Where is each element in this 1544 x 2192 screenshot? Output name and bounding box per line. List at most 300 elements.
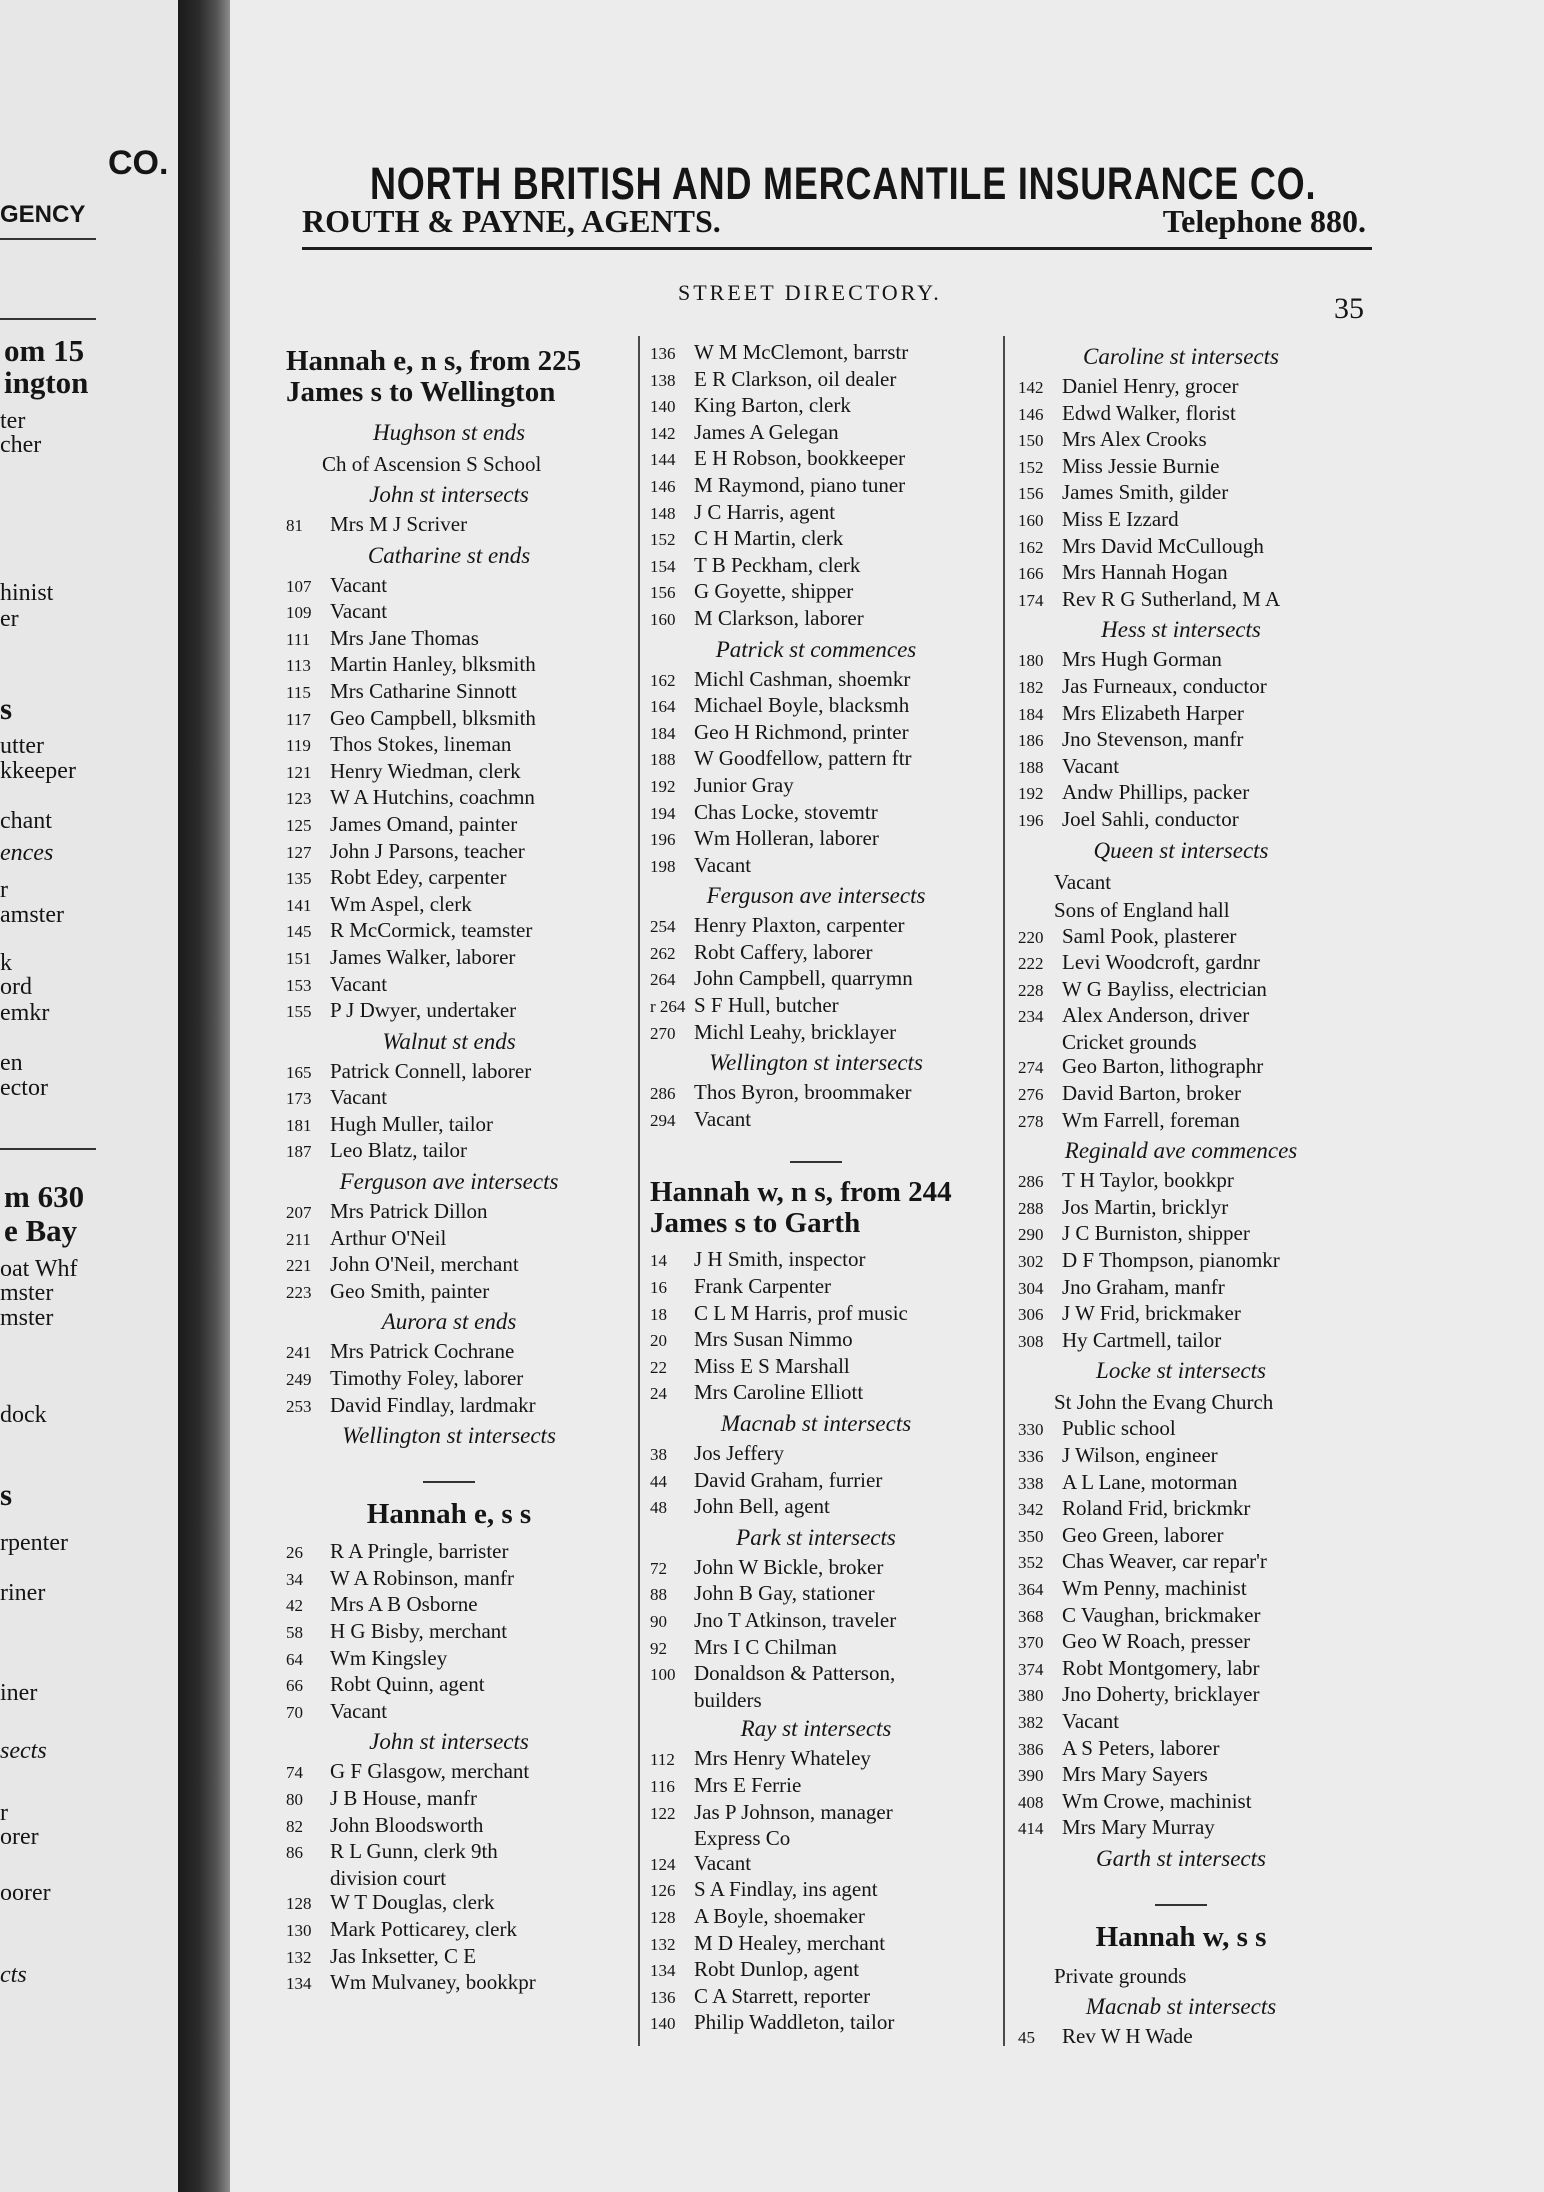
place-note: Ch of Ascension S School (322, 452, 542, 476)
adjacent-fragment: e Bay (4, 1213, 78, 1248)
house-number: 174 (1018, 590, 1044, 610)
house-number: 294 (650, 1110, 676, 1130)
resident-name: Michl Leahy, bricklayer (694, 1019, 897, 1044)
resident-name: Vacant (1062, 753, 1120, 778)
house-number: 132 (286, 1947, 312, 1967)
resident-name: David Barton, broker (1062, 1081, 1242, 1106)
house-number: 164 (650, 697, 676, 717)
house-number: 184 (1018, 704, 1044, 724)
resident-name: Mrs Elizabeth Harper (1062, 700, 1244, 725)
directory-entry (650, 500, 982, 527)
house-number: 380 (1018, 1686, 1044, 1706)
place-note: St John the Evang Church (1054, 1390, 1274, 1415)
resident-name: Jas P Johnson, manager (694, 1799, 893, 1824)
resident-name: Michl Cashman, shoemkr (694, 666, 911, 691)
cross-street-note: Walnut st ends (382, 1028, 516, 1054)
resident-name: Wm Holleran, laborer (694, 826, 879, 851)
house-number: 44 (650, 1471, 667, 1491)
resident-name: Wm Farrell, foreman (1062, 1107, 1240, 1132)
house-number: 81 (286, 516, 303, 535)
entry-continuation: Cricket grounds (1062, 1029, 1197, 1054)
house-number: 368 (1018, 1606, 1044, 1626)
house-number: 112 (650, 1750, 675, 1770)
resident-name: M Clarkson, laborer (694, 605, 864, 630)
resident-name: Jno T Atkinson, traveler (694, 1607, 897, 1632)
resident-name: King Barton, clerk (694, 393, 851, 418)
house-number: 116 (650, 1776, 675, 1796)
directory-entry (1018, 1195, 1344, 1222)
resident-name: Robt Dunlop, agent (694, 1957, 860, 1982)
house-number: 107 (286, 576, 312, 596)
house-number: 156 (650, 583, 676, 603)
cross-street-note: Wellington st intersects (709, 1050, 923, 1076)
directory-entry (650, 746, 982, 773)
house-number: 306 (1018, 1305, 1044, 1325)
directory-entry (1018, 1003, 1344, 1030)
directory-entry (286, 1085, 612, 1112)
house-number: 198 (650, 856, 676, 876)
adjacent-fragment: ter (0, 408, 26, 434)
section-separator (790, 1161, 842, 1163)
directory-entry (1018, 587, 1344, 614)
directory-entry (650, 1851, 982, 1878)
directory-entry (650, 1931, 982, 1958)
directory-entry (650, 367, 982, 394)
house-number: 88 (650, 1585, 667, 1605)
house-number: 254 (650, 917, 676, 937)
directory-entry (650, 913, 982, 940)
house-number: 144 (650, 450, 676, 470)
resident-name: G F Glasgow, merchant (330, 1759, 530, 1784)
resident-name: Mrs M J Scriver (330, 512, 468, 536)
house-number: 22 (650, 1357, 667, 1377)
house-number: 48 (650, 1498, 667, 1518)
house-number: 249 (286, 1370, 312, 1390)
resident-name: John Campbell, quarrymn (694, 966, 913, 991)
directory-entry (650, 667, 982, 694)
directory-entry (1018, 727, 1344, 754)
house-number: 121 (286, 762, 312, 782)
resident-name: Robt Quinn, agent (330, 1672, 485, 1697)
adjacent-fragment: r (0, 877, 8, 903)
directory-entry (650, 1468, 982, 1495)
house-number: 390 (1018, 1766, 1044, 1786)
house-number: 80 (286, 1789, 303, 1809)
cross-street-note: Ferguson ave intersects (339, 1169, 559, 1195)
house-number: 270 (650, 1023, 676, 1043)
directory-entry (1018, 374, 1344, 401)
resident-name: Vacant (1062, 1708, 1120, 1733)
directory-entry (1018, 674, 1344, 701)
house-number: 234 (1018, 1007, 1044, 1027)
house-number: 414 (1018, 1819, 1044, 1839)
house-number: 152 (1018, 457, 1044, 477)
directory-entry (1018, 1656, 1344, 1683)
adjacent-fragment: cts (0, 1962, 27, 1988)
resident-name: Henry Wiedman, clerk (330, 758, 521, 783)
directory-entry (1018, 1081, 1344, 1108)
resident-name: Hugh Muller, tailor (330, 1111, 494, 1136)
header-rule (302, 247, 1372, 250)
directory-entry (1018, 1789, 1344, 1816)
resident-name: Arthur O'Neil (330, 1225, 447, 1250)
house-number: 220 (1018, 927, 1044, 947)
directory-entry (1018, 977, 1344, 1004)
house-number: 182 (1018, 677, 1044, 697)
house-number: 152 (650, 530, 676, 550)
directory-entry (650, 420, 982, 447)
directory-entry (286, 972, 612, 999)
house-number: 188 (650, 750, 676, 770)
directory-entry (286, 1944, 612, 1971)
directory-column-2 (650, 340, 982, 2052)
resident-name: J W Frid, brickmaker (1062, 1301, 1241, 1326)
place-note: Vacant (1054, 869, 1112, 894)
house-number: 184 (650, 723, 676, 743)
directory-entry (286, 1672, 612, 1699)
house-number: 140 (650, 397, 676, 417)
house-number: 111 (286, 629, 311, 649)
adjacent-fragment: orer (0, 1824, 39, 1850)
resident-name: Public school (1062, 1416, 1176, 1441)
house-number: 115 (286, 682, 311, 702)
house-number: 109 (286, 603, 312, 623)
house-number: 408 (1018, 1792, 1044, 1812)
resident-name: J C Harris, agent (694, 499, 836, 524)
cross-street-note: Queen st intersects (1093, 837, 1269, 863)
adjacent-fragment: rpenter (0, 1530, 68, 1556)
resident-name: G Goyette, shipper (694, 579, 854, 604)
house-number: 58 (286, 1623, 303, 1642)
directory-entry (286, 998, 612, 1025)
house-number: 338 (1018, 1473, 1044, 1493)
resident-name: Vacant (330, 1698, 388, 1723)
resident-name: Joel Sahli, conductor (1062, 806, 1239, 831)
resident-name: Miss E Izzard (1062, 506, 1179, 531)
directory-entry (1018, 1275, 1344, 1302)
house-number: 18 (650, 1304, 667, 1324)
house-number: 148 (650, 503, 676, 523)
resident-name: Miss E S Marshall (694, 1353, 850, 1378)
house-number: 34 (286, 1569, 303, 1589)
directory-entry (650, 1984, 982, 2011)
resident-name: Vacant (694, 1106, 752, 1131)
cross-street-note: Macnab st intersects (1085, 1993, 1277, 2019)
adjacent-fragment: en (0, 1050, 23, 1076)
directory-entry (286, 865, 612, 892)
section-separator (1155, 1904, 1207, 1906)
house-number: 222 (1018, 954, 1044, 974)
directory-entry (286, 1059, 612, 1086)
house-number: 66 (286, 1676, 303, 1696)
house-number: 342 (1018, 1500, 1044, 1520)
directory-entry (286, 785, 612, 812)
resident-name: Wm Crowe, machinist (1062, 1788, 1252, 1813)
house-number: 192 (650, 776, 676, 796)
directory-entry (286, 1619, 612, 1646)
directory-entry (1018, 1629, 1344, 1656)
resident-name: J Wilson, engineer (1062, 1443, 1218, 1467)
resident-name: Wm Penny, machinist (1062, 1575, 1247, 1600)
house-number: 186 (1018, 731, 1044, 751)
directory-entry (1018, 454, 1344, 481)
directory-entry (1018, 1248, 1344, 1275)
directory-entry (286, 1252, 612, 1279)
resident-name: Patrick Connell, laborer (330, 1058, 532, 1083)
house-number: 180 (1018, 651, 1044, 671)
directory-entry (650, 340, 982, 367)
adjacent-fragment: hinist (0, 580, 54, 606)
resident-name: Mrs Catharine Sinnott (330, 678, 517, 703)
resident-name: Mrs A B Osborne (330, 1592, 478, 1617)
cross-street-note: Wellington st intersects (342, 1423, 556, 1449)
resident-name: Geo Barton, lithographr (1062, 1054, 1264, 1079)
resident-name: David Findlay, lardmakr (330, 1392, 536, 1417)
directory-entry (1018, 401, 1344, 428)
house-number: 155 (286, 1002, 312, 1022)
directory-entry (650, 800, 982, 827)
house-number: 125 (286, 815, 312, 835)
directory-entry (650, 773, 982, 800)
resident-name: Mrs I C Chilman (694, 1634, 837, 1659)
adjacent-fragment: k (0, 950, 12, 976)
directory-entry (286, 945, 612, 972)
house-number: 302 (1018, 1252, 1044, 1272)
directory-entry (286, 1393, 612, 1420)
adjacent-fragment: s (0, 691, 13, 726)
resident-name: James A Gelegan (694, 419, 839, 444)
street-heading: Hannah e, s s (366, 1498, 532, 1531)
directory-entry (1018, 780, 1344, 807)
resident-name: Vacant (330, 572, 388, 597)
column-divider (638, 336, 640, 2046)
resident-name: Jas Inksetter, C E (330, 1943, 477, 1968)
house-number: 24 (650, 1384, 667, 1404)
resident-name: J C Burniston, shipper (1062, 1221, 1250, 1246)
place-note: Private grounds (1054, 1963, 1187, 1988)
house-number: 196 (1018, 810, 1044, 830)
directory-entry (286, 706, 612, 733)
house-number: 38 (650, 1445, 667, 1464)
resident-name: Frank Carpenter (694, 1274, 832, 1299)
adjacent-fragment: iner (0, 1680, 38, 1706)
adjacent-fragment: ington (4, 365, 89, 400)
resident-name: Mrs David McCullough (1062, 533, 1264, 558)
directory-entry (650, 1441, 982, 1468)
directory-entry (650, 1247, 982, 1274)
house-number: 127 (286, 842, 312, 862)
directory-entry (286, 1786, 612, 1813)
directory-entry (650, 606, 982, 633)
directory-entry (650, 966, 982, 993)
house-number: 241 (286, 1343, 312, 1363)
street-heading: Hannah w, n s, from 244 James s to Garth (650, 1176, 952, 1240)
resident-name: Mrs Hugh Gorman (1062, 647, 1222, 672)
resident-name: Hy Cartmell, tailor (1062, 1327, 1222, 1352)
section-separator (423, 1481, 475, 1483)
directory-entry (1018, 1762, 1344, 1789)
directory-entry (650, 1020, 982, 1047)
resident-name: Donaldson & Patterson, (694, 1661, 896, 1686)
resident-name: Timothy Foley, laborer (330, 1366, 524, 1391)
resident-name: John W Bickle, broker (694, 1554, 884, 1579)
house-number: 42 (286, 1596, 303, 1616)
resident-name: Robt Montgomery, labr (1062, 1655, 1260, 1680)
directory-entry (286, 1699, 612, 1726)
directory-entry (650, 1635, 982, 1662)
directory-entry (286, 599, 612, 626)
resident-name: Mrs Susan Nimmo (694, 1327, 853, 1352)
directory-entry (286, 626, 612, 653)
house-number: 386 (1018, 1739, 1044, 1759)
resident-name: Geo Smith, painter (330, 1278, 490, 1303)
resident-name: A S Peters, laborer (1062, 1735, 1220, 1760)
house-number: 278 (1018, 1111, 1044, 1131)
directory-entry (286, 918, 612, 945)
house-number: 187 (286, 1142, 312, 1162)
adjacent-fragment: cher (0, 432, 42, 458)
cross-street-note: Ray st intersects (740, 1716, 892, 1742)
directory-entry (286, 1199, 612, 1226)
directory-entry (286, 679, 612, 706)
resident-name: Jos Martin, bricklyr (1062, 1194, 1229, 1219)
resident-name: M Raymond, piano tuner (694, 472, 906, 497)
house-number: 350 (1018, 1526, 1044, 1546)
resident-name: Geo W Roach, presser (1062, 1629, 1251, 1654)
resident-name: C A Starrett, reporter (694, 1983, 871, 2008)
resident-name: John Bloodsworth (330, 1812, 484, 1837)
house-number: 382 (1018, 1712, 1044, 1732)
resident-name: John B Gay, stationer (694, 1581, 875, 1606)
resident-name: Miss Jessie Burnie (1062, 453, 1220, 478)
directory-entry (1018, 1470, 1344, 1497)
directory-entry (286, 1112, 612, 1139)
cross-street-note: Patrick st commences (715, 636, 917, 662)
house-number: 188 (1018, 757, 1044, 777)
directory-entry (650, 1080, 982, 1107)
house-number: 290 (1018, 1225, 1044, 1245)
resident-name: Vacant (330, 971, 388, 996)
adjacent-fragment: m 630 (4, 1179, 85, 1214)
resident-name: W A Robinson, manfr (330, 1565, 514, 1590)
house-number: 117 (286, 709, 311, 729)
directory-column-1 (286, 340, 612, 2052)
resident-name: Jas Furneaux, conductor (1062, 673, 1267, 698)
house-number: 20 (650, 1331, 667, 1351)
resident-name: Edwd Walker, florist (1062, 400, 1236, 425)
house-number: 173 (286, 1089, 312, 1109)
resident-name: Mrs Patrick Cochrane (330, 1339, 515, 1364)
resident-name: Roland Frid, brickmkr (1062, 1496, 1251, 1521)
directory-entry (1018, 507, 1344, 534)
cross-street-note: Reginald ave commences (1064, 1138, 1298, 1164)
house-number: 262 (650, 943, 676, 963)
resident-name: Robt Caffery, laborer (694, 939, 873, 964)
directory-entry (650, 1380, 982, 1407)
directory-entry (1018, 1549, 1344, 1576)
directory-page (230, 0, 1544, 2192)
house-number: 64 (286, 1649, 303, 1669)
resident-name: W T Douglas, clerk (330, 1890, 495, 1915)
resident-name: Mrs Alex Crooks (1062, 427, 1207, 452)
cross-street-note: Hughson st ends (372, 420, 526, 445)
adjacent-fragment: dock (0, 1402, 47, 1428)
house-number: 330 (1018, 1420, 1044, 1440)
directory-entry (1018, 950, 1344, 977)
directory-entry (650, 1661, 982, 1688)
directory-entry (650, 720, 982, 747)
entry-continuation: builders (694, 1687, 762, 1712)
house-number: 196 (650, 830, 676, 850)
house-number: 128 (286, 1894, 312, 1914)
directory-entry (1018, 807, 1344, 834)
resident-name: E H Robson, bookkeeper (694, 446, 906, 471)
directory-entry (286, 1917, 612, 1944)
resident-name: James Smith, gilder (1062, 480, 1229, 505)
column-divider (1003, 336, 1005, 2046)
resident-name: Vacant (330, 1085, 388, 1110)
resident-name: C L M Harris, prof music (694, 1300, 908, 1325)
adjacent-fragment: mster (0, 1280, 54, 1306)
resident-name: Vacant (330, 599, 388, 624)
house-number: 207 (286, 1203, 312, 1223)
house-number: 142 (650, 423, 676, 443)
directory-entry (1018, 1523, 1344, 1550)
cross-street-note: Garth st intersects (1096, 1845, 1266, 1871)
resident-name: R A Pringle, barrister (330, 1539, 509, 1564)
house-number: 221 (286, 1256, 312, 1276)
insurance-ad-title: NORTH BRITISH AND MERCANTILE INSURANCE CO. (370, 158, 1317, 209)
house-number: 160 (1018, 510, 1044, 530)
entry-continuation: Express Co (694, 1826, 791, 1851)
adjacent-page-fragment (0, 0, 178, 2192)
resident-name: Andw Phillips, packer (1062, 780, 1250, 805)
directory-entry (286, 1566, 612, 1593)
resident-name: Mrs E Ferrie (694, 1772, 802, 1797)
directory-entry (650, 1877, 982, 1904)
directory-entry (286, 1890, 612, 1917)
adjacent-fragment: amster (0, 902, 64, 928)
adjacent-fragment: utter (0, 733, 44, 759)
directory-entry (1018, 2024, 1344, 2051)
house-number: 130 (286, 1920, 312, 1940)
directory-entry (1018, 1815, 1344, 1842)
directory-entry (286, 1839, 612, 1866)
resident-name: Junior Gray (694, 772, 794, 797)
house-number: 14 (650, 1251, 667, 1271)
street-heading: Hannah w, s s (1095, 1920, 1267, 1953)
house-number: 165 (286, 1062, 312, 1082)
adjacent-fragment: ences (0, 840, 54, 866)
directory-entry (1018, 1328, 1344, 1355)
house-number: 156 (1018, 484, 1044, 504)
adjacent-fragment: r (0, 1800, 8, 1826)
resident-name: David Graham, furrier (694, 1467, 883, 1492)
directory-entry (286, 839, 612, 866)
directory-entry (1018, 427, 1344, 454)
house-number: 151 (286, 948, 312, 968)
house-number: 92 (650, 1638, 667, 1658)
directory-entry (1018, 754, 1344, 781)
resident-name: Mrs Mary Sayers (1062, 1762, 1208, 1787)
resident-name: Wm Aspel, clerk (330, 891, 472, 916)
directory-entry (1018, 1443, 1344, 1470)
resident-name: Leo Blatz, tailor (330, 1138, 468, 1163)
directory-entry (286, 1339, 612, 1366)
agents-name: ROUTH & PAYNE, AGENTS. (302, 203, 721, 239)
house-number: 141 (286, 895, 312, 915)
resident-name: Jno Stevenson, manfr (1062, 727, 1244, 752)
